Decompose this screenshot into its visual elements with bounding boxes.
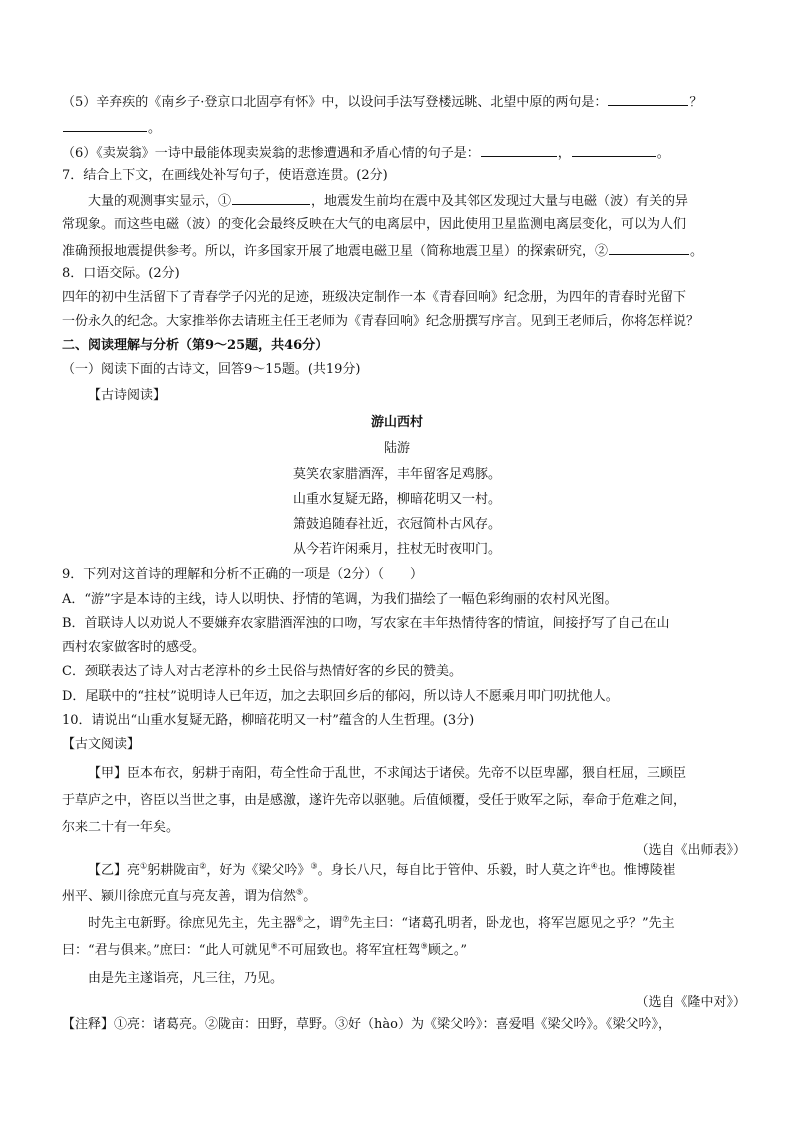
footnote-marker: ① [140,861,148,871]
question-9-option-d: D．尾联中的“拄杖”说明诗人已年迈，加之去职回乡后的郁闷，所以诗人不愿乘月叩门叨扰他人。 [62,689,619,704]
answer-blank[interactable] [481,143,557,157]
answer-blank[interactable] [608,92,688,106]
poem-line: 山重水复疑无路，柳暗花明又一村。 [292,492,501,507]
ancient-poem-tag: 【古诗阅读】 [88,388,167,403]
passage-yi-line-2 [62,888,742,906]
question-5-text: （5）辛弃疾的《南乡子·登京口北固亭有怀》中，以设问手法写登楼远眺、北望中原的两句是： [62,95,608,110]
question-9-title: 9．下列对这首诗的理解和分析不正确的一项是（2分）（ ） [62,567,424,582]
question-7-passage-line-1 [88,191,768,211]
passage-text: 先主曰：“诸葛孔明者，卧龙也，将军岂愿见之乎？”先主 [349,916,675,931]
section-2-heading: 二、阅读理解与分析（第9～25题，共46分） [62,338,329,353]
question-7-title: 7．结合上下文，在画线处补写句子，使语意连贯。(2分) [62,168,388,183]
passage-yi-line-3 [88,915,768,933]
passage-text: 躬耕陇亩 [147,863,200,878]
poem-line: 从今若许闲乘月，拄杖无时夜叩门。 [292,542,501,557]
annotation-line: 【注释】①亮：诸葛亮。②陇亩：田野，草野。③好（hào）为《梁父吟》：喜爱唱《梁父吟》。《梁父吟》， [62,1017,671,1032]
passage-text: 不可屈致也。将军宜枉驾 [277,943,421,958]
passage-text: ，地震发生前均在震中及其邻区发现过大量与电磁（波）有关的异 [311,194,689,209]
passage-jia-line-3: 尔来二十有一年矣。 [62,820,180,835]
subsection-1-heading: （一）阅读下面的古诗文，回答9～15题。(共19分) [62,362,361,377]
passage-text: 。身长八尺，每自比于管仲、乐毅，时人莫之许 [317,863,591,878]
passage-text: 大量的观测事实显示，① [88,194,232,209]
question-8-title: 8．口语交际。(2分) [62,266,180,281]
passage-text: ，好为《梁父吟》 [206,863,311,878]
passage-text: 之，谓 [303,916,343,931]
poem-line: 箫鼓追随春社近，衣冠简朴古风存。 [292,517,501,532]
footnote-marker: ⑨ [420,941,428,951]
passage-jia-line-2: 于草庐之中，咨臣以当世之事，由是感激，遂许先帝以驱驰。后值倾覆，受任于败军之际，奉命于危难之间， [62,793,687,808]
answer-blank-1[interactable] [232,191,310,205]
question-8-text-line-2: 一份永久的纪念。大家推举你去请班主任王老师为《青春回响》纪念册撰写序言。见到王老师后，你将怎样说？ [62,314,700,329]
ancient-prose-tag: 【古文阅读】 [62,737,141,752]
comma: ， [557,146,571,161]
footnote-marker: ⑥ [296,914,304,924]
passage-text: 准确预报地震提供参考。所以，许多国家开展了地震电磁卫星（简称地震卫星）的探索研究，② [62,244,609,259]
question-7-passage-line-2: 常现象。而这些电磁（波）的变化会最终反映在大气的电离层中，因此使用卫星监测电离层变化，可以为人们 [62,217,687,232]
passage-text: 【乙】亮 [88,863,141,878]
answer-blank[interactable] [63,118,147,132]
passage-text: 州平、颍川徐庶元直与亮友善，谓为信然 [62,889,297,904]
question-5-line [62,92,742,112]
period: 。 [690,244,704,259]
passage-text: 也。惟博陵崔 [597,863,676,878]
passage-text: 曰：“君与俱来。”庶曰：“此人可就见 [62,943,271,958]
poem-line: 莫笑农家腊酒浑，丰年留客足鸡豚。 [292,467,501,482]
question-5-end: 。 [148,121,162,136]
footnote-marker: ⑦ [342,914,350,924]
question-6-line [62,143,742,163]
poem-title: 游山西村 [370,415,423,430]
poem-author: 陆游 [383,441,410,456]
passage-jia-line-1: 【甲】臣本布衣，躬耕于南阳，苟全性命于乱世，不求闻达于诸侯。先帝不以臣卑鄙，猥自枉屈，三顾臣 [88,766,687,781]
answer-blank[interactable] [572,143,656,157]
footnote-marker: ⑧ [270,941,278,951]
question-9-option-b-cont: 西村农家做客时的感受。 [62,640,206,655]
passage-yi-line-1 [88,862,768,880]
passage-yi-line-5: 由是先主遂诣亮，凡三往，乃见。 [88,971,284,986]
period: 。 [656,146,670,161]
footnote-marker: ② [199,861,207,871]
passage-text: 顾之。” [427,943,467,958]
passage-text: 时先主屯新野。徐庶见先主，先主器 [88,916,297,931]
question-8-text-line-1: 四年的初中生活留下了青春学子闪光的足迹，班级决定制作一本《青春回响》纪念册，为四年的青春时光留下 [62,290,687,305]
footnote-marker: ⑤ [296,887,304,897]
footnote-marker: ③ [310,861,318,871]
question-9-option-b: B．首联诗人以劝说人不要嫌弃农家腊酒浑浊的口吻，写农家在丰年热情待客的情谊，间接抒写了自己在山 [62,616,670,631]
source-yi: （选自《隆中对》） [635,995,746,1010]
question-9-option-c: C．颈联表达了诗人对古老淳朴的乡土民俗与热情好客的乡民的赞美。 [62,664,462,679]
source-jia: （选自《出师表》） [635,843,746,858]
footnote-marker: ④ [590,861,598,871]
question-7-passage-line-3 [62,241,742,261]
question-6-text: （6）《卖炭翁》一诗中最能体现卖炭翁的悲惨遭遇和矛盾心情的句子是： [62,146,480,161]
question-5-mark: ？ [689,95,703,110]
answer-blank-2[interactable] [609,241,689,255]
passage-text: 。 [303,889,317,904]
question-9-option-a: A．“游”字是本诗的主线，诗人以明快、抒情的笔调，为我们描绘了一幅色彩绚丽的农村风光图。 [62,592,618,607]
question-5-line-2 [62,118,742,138]
passage-yi-line-4 [62,942,742,960]
question-10-title: 10．请说出“山重水复疑无路，柳暗花明又一村”蕴含的人生哲理。(3分) [62,713,475,728]
